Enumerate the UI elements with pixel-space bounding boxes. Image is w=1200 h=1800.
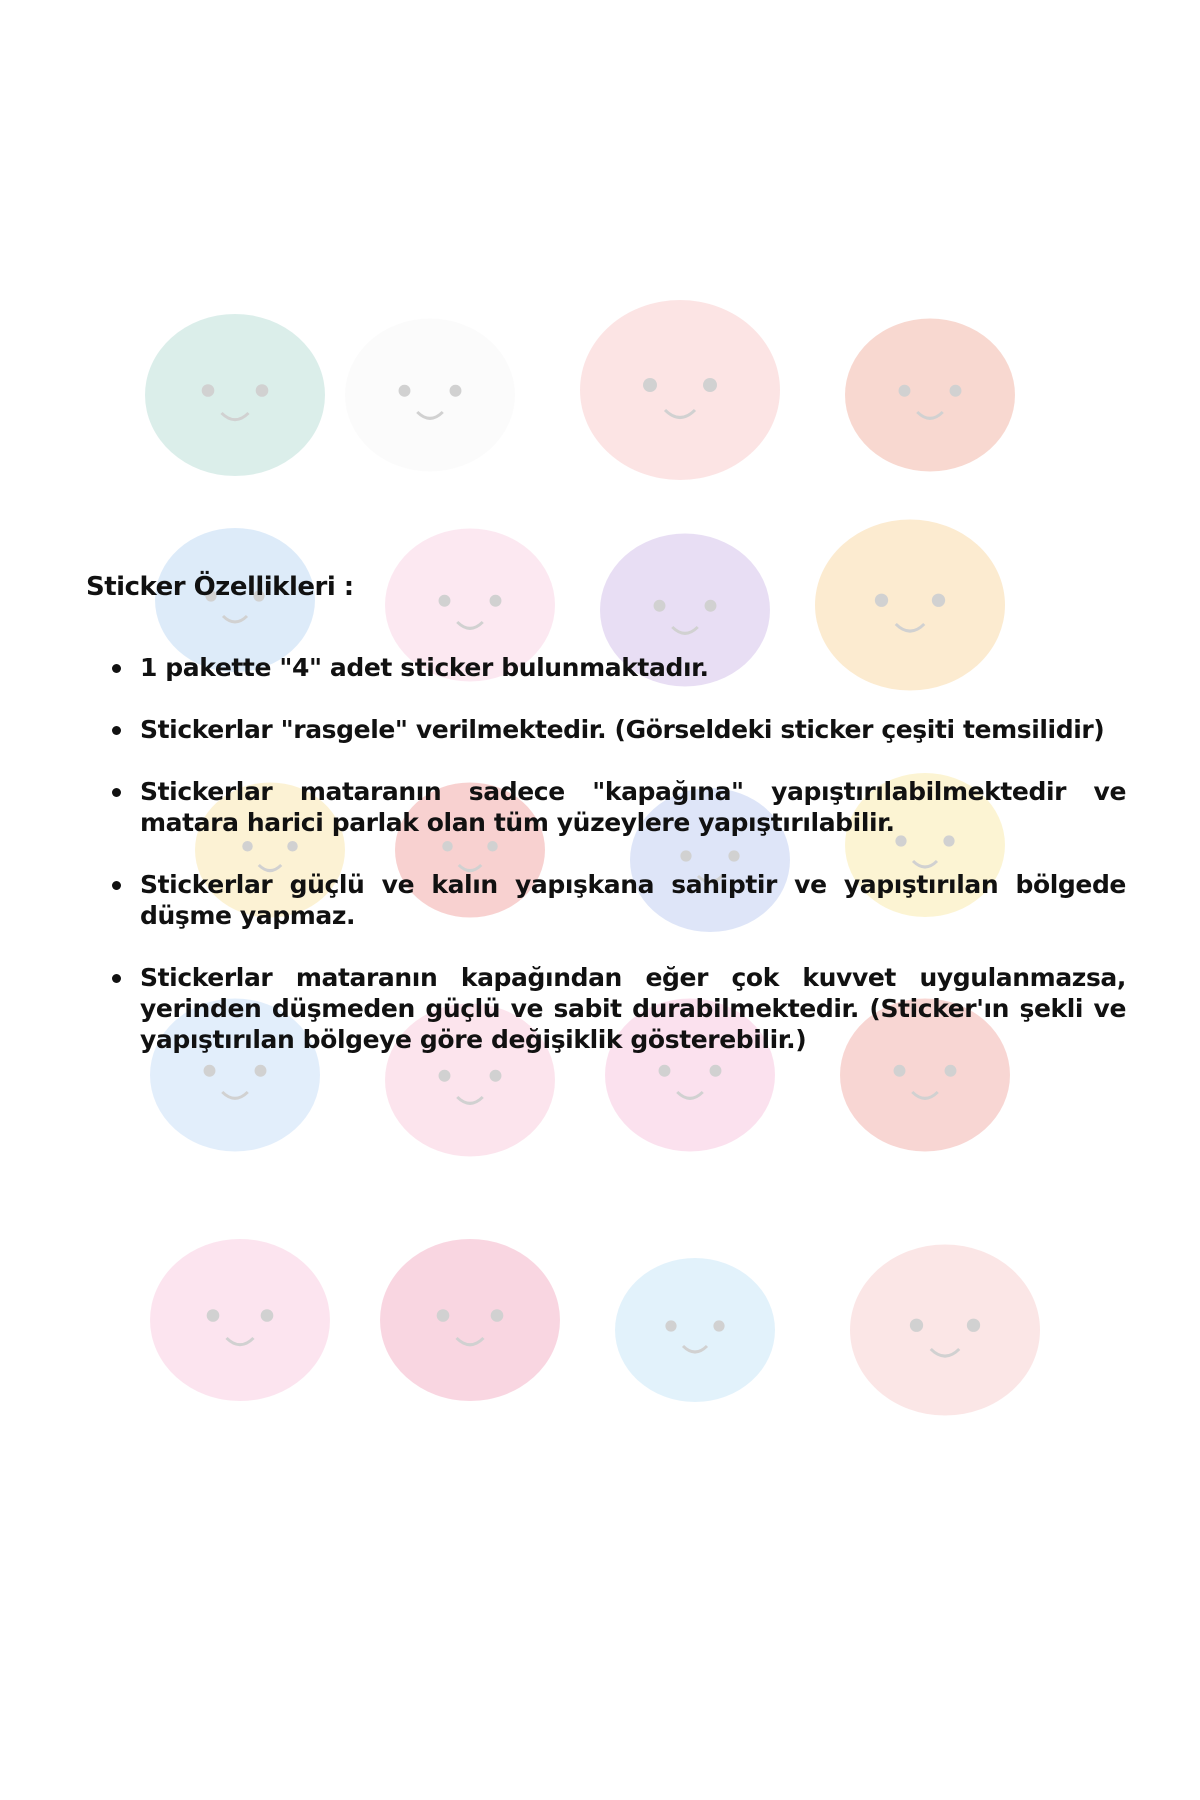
flower-sticker: [150, 1239, 330, 1401]
avocado-sticker: [145, 314, 325, 476]
content-area: [86, 572, 1126, 1086]
feature-item: Stickerlar "rasgele" verilmektedir. (Görseldeki sticker çeşiti temsilidir): [140, 714, 1126, 745]
feature-item: Stickerlar mataranın kapağından eğer çok kuvvet uygulanmazsa, yerinden düşmeden güçlü ve sabit durabilmektedir. (Sticker'ın şekli ve yapıştırılan bölgeye göre değişiklik gösterebilir.): [140, 963, 1126, 1054]
mermaid-sticker: [380, 1239, 560, 1401]
bunny-cloud-sticker: [345, 319, 515, 472]
rainbow-sticker: [580, 300, 780, 480]
fox-sticker: [845, 319, 1015, 472]
feature-item: Stickerlar güçlü ve kalın yapışkana sahiptir ve yapıştırılan bölgede düşme yapmaz.: [140, 870, 1126, 930]
section-heading: Sticker Özellikleri :: [86, 572, 354, 602]
feature-list: [86, 652, 1126, 1055]
feature-item: Stickerlar mataranın sadece "kapağına" yapıştırılabilmektedir ve matara harici parlak olan tüm yüzeylere yapıştırılabilir.: [140, 777, 1126, 837]
rainbow-cloud-sticker: [850, 1245, 1040, 1416]
cat-popsicle-sticker: [615, 1258, 775, 1402]
feature-item: 1 pakette "4" adet sticker bulunmaktadır.: [140, 652, 1126, 683]
